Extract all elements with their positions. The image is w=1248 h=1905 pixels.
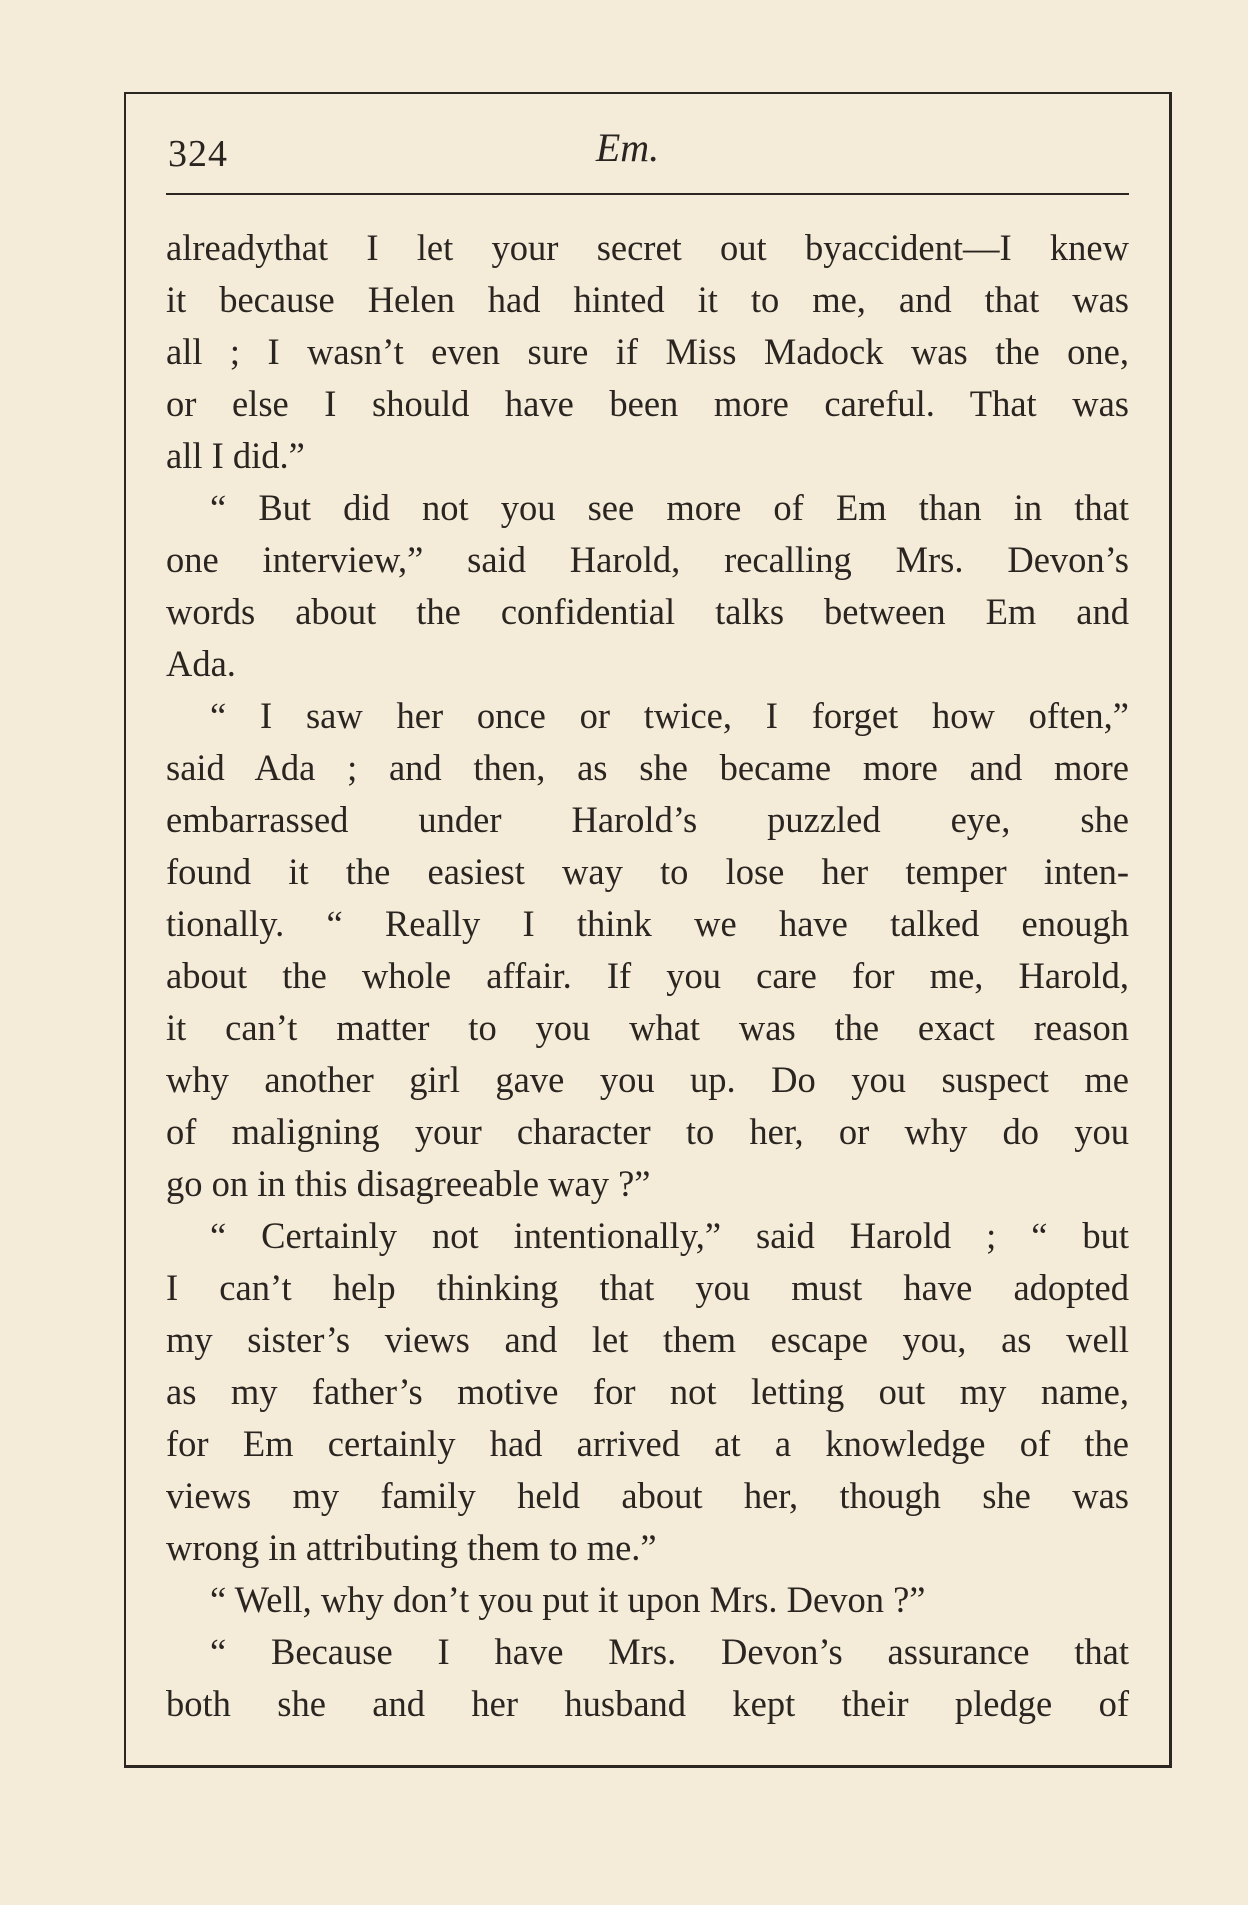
page-number: 324 [168, 133, 228, 175]
text-line: both she and her husband kept their pledge of [166, 1683, 1129, 1724]
text-line: “ Well, why don’t you put it upon Mrs. Devon ?” [210, 1579, 926, 1620]
text-line: embarrassed under Harold’s puzzled eye, she [166, 799, 1129, 840]
text-line: it because Helen had hinted it to me, and that was [166, 279, 1129, 320]
text-line: alreadythat I let your secret out byaccident—I knew [166, 227, 1129, 268]
text-line: my sister’s views and let them escape you, as well [166, 1319, 1129, 1360]
text-line: “ Because I have Mrs. Devon’s assurance that [210, 1631, 1129, 1672]
text-line: tionally. “ Really I think we have talked enough [166, 903, 1129, 944]
text-line: about the whole affair. If you care for me, Harold, [166, 955, 1129, 996]
text-line: found it the easiest way to lose her temper inten- [166, 851, 1129, 892]
text-line: one interview,” said Harold, recalling Mrs. Devon’s [166, 539, 1129, 580]
text-line: said Ada ; and then, as she became more and more [166, 747, 1129, 788]
header-rule [166, 193, 1129, 195]
text-line: views my family held about her, though she was [166, 1475, 1129, 1516]
text-line: “ Certainly not intentionally,” said Harold ; “ but [210, 1215, 1129, 1256]
text-line: “ But did not you see more of Em than in that [210, 487, 1129, 528]
text-line: as my father’s motive for not letting out my name, [166, 1371, 1129, 1412]
text-line: wrong in attributing them to me.” [166, 1527, 657, 1568]
text-line: Ada. [166, 643, 236, 684]
text-line: “ I saw her once or twice, I forget how often,” [210, 695, 1129, 736]
text-line: go on in this disagreeable way ?” [166, 1163, 651, 1204]
body-text [166, 222, 1129, 1730]
text-line: it can’t matter to you what was the exact reason [166, 1007, 1129, 1048]
text-line: why another girl gave you up. Do you suspect me [166, 1059, 1129, 1100]
text-line: all ; I wasn’t even sure if Miss Madock was the one, [166, 331, 1129, 372]
running-title: Em. [595, 125, 660, 170]
text-line: for Em certainly had arrived at a knowledge of the [166, 1423, 1129, 1464]
text-line: I can’t help thinking that you must have adopted [166, 1267, 1129, 1308]
text-line: words about the confidential talks between Em and [166, 591, 1129, 632]
page-frame [124, 92, 1172, 1768]
text-line: or else I should have been more careful. That was [166, 383, 1129, 424]
text-line: all I did.” [166, 435, 305, 476]
text-line: of maligning your character to her, or why do you [166, 1111, 1129, 1152]
